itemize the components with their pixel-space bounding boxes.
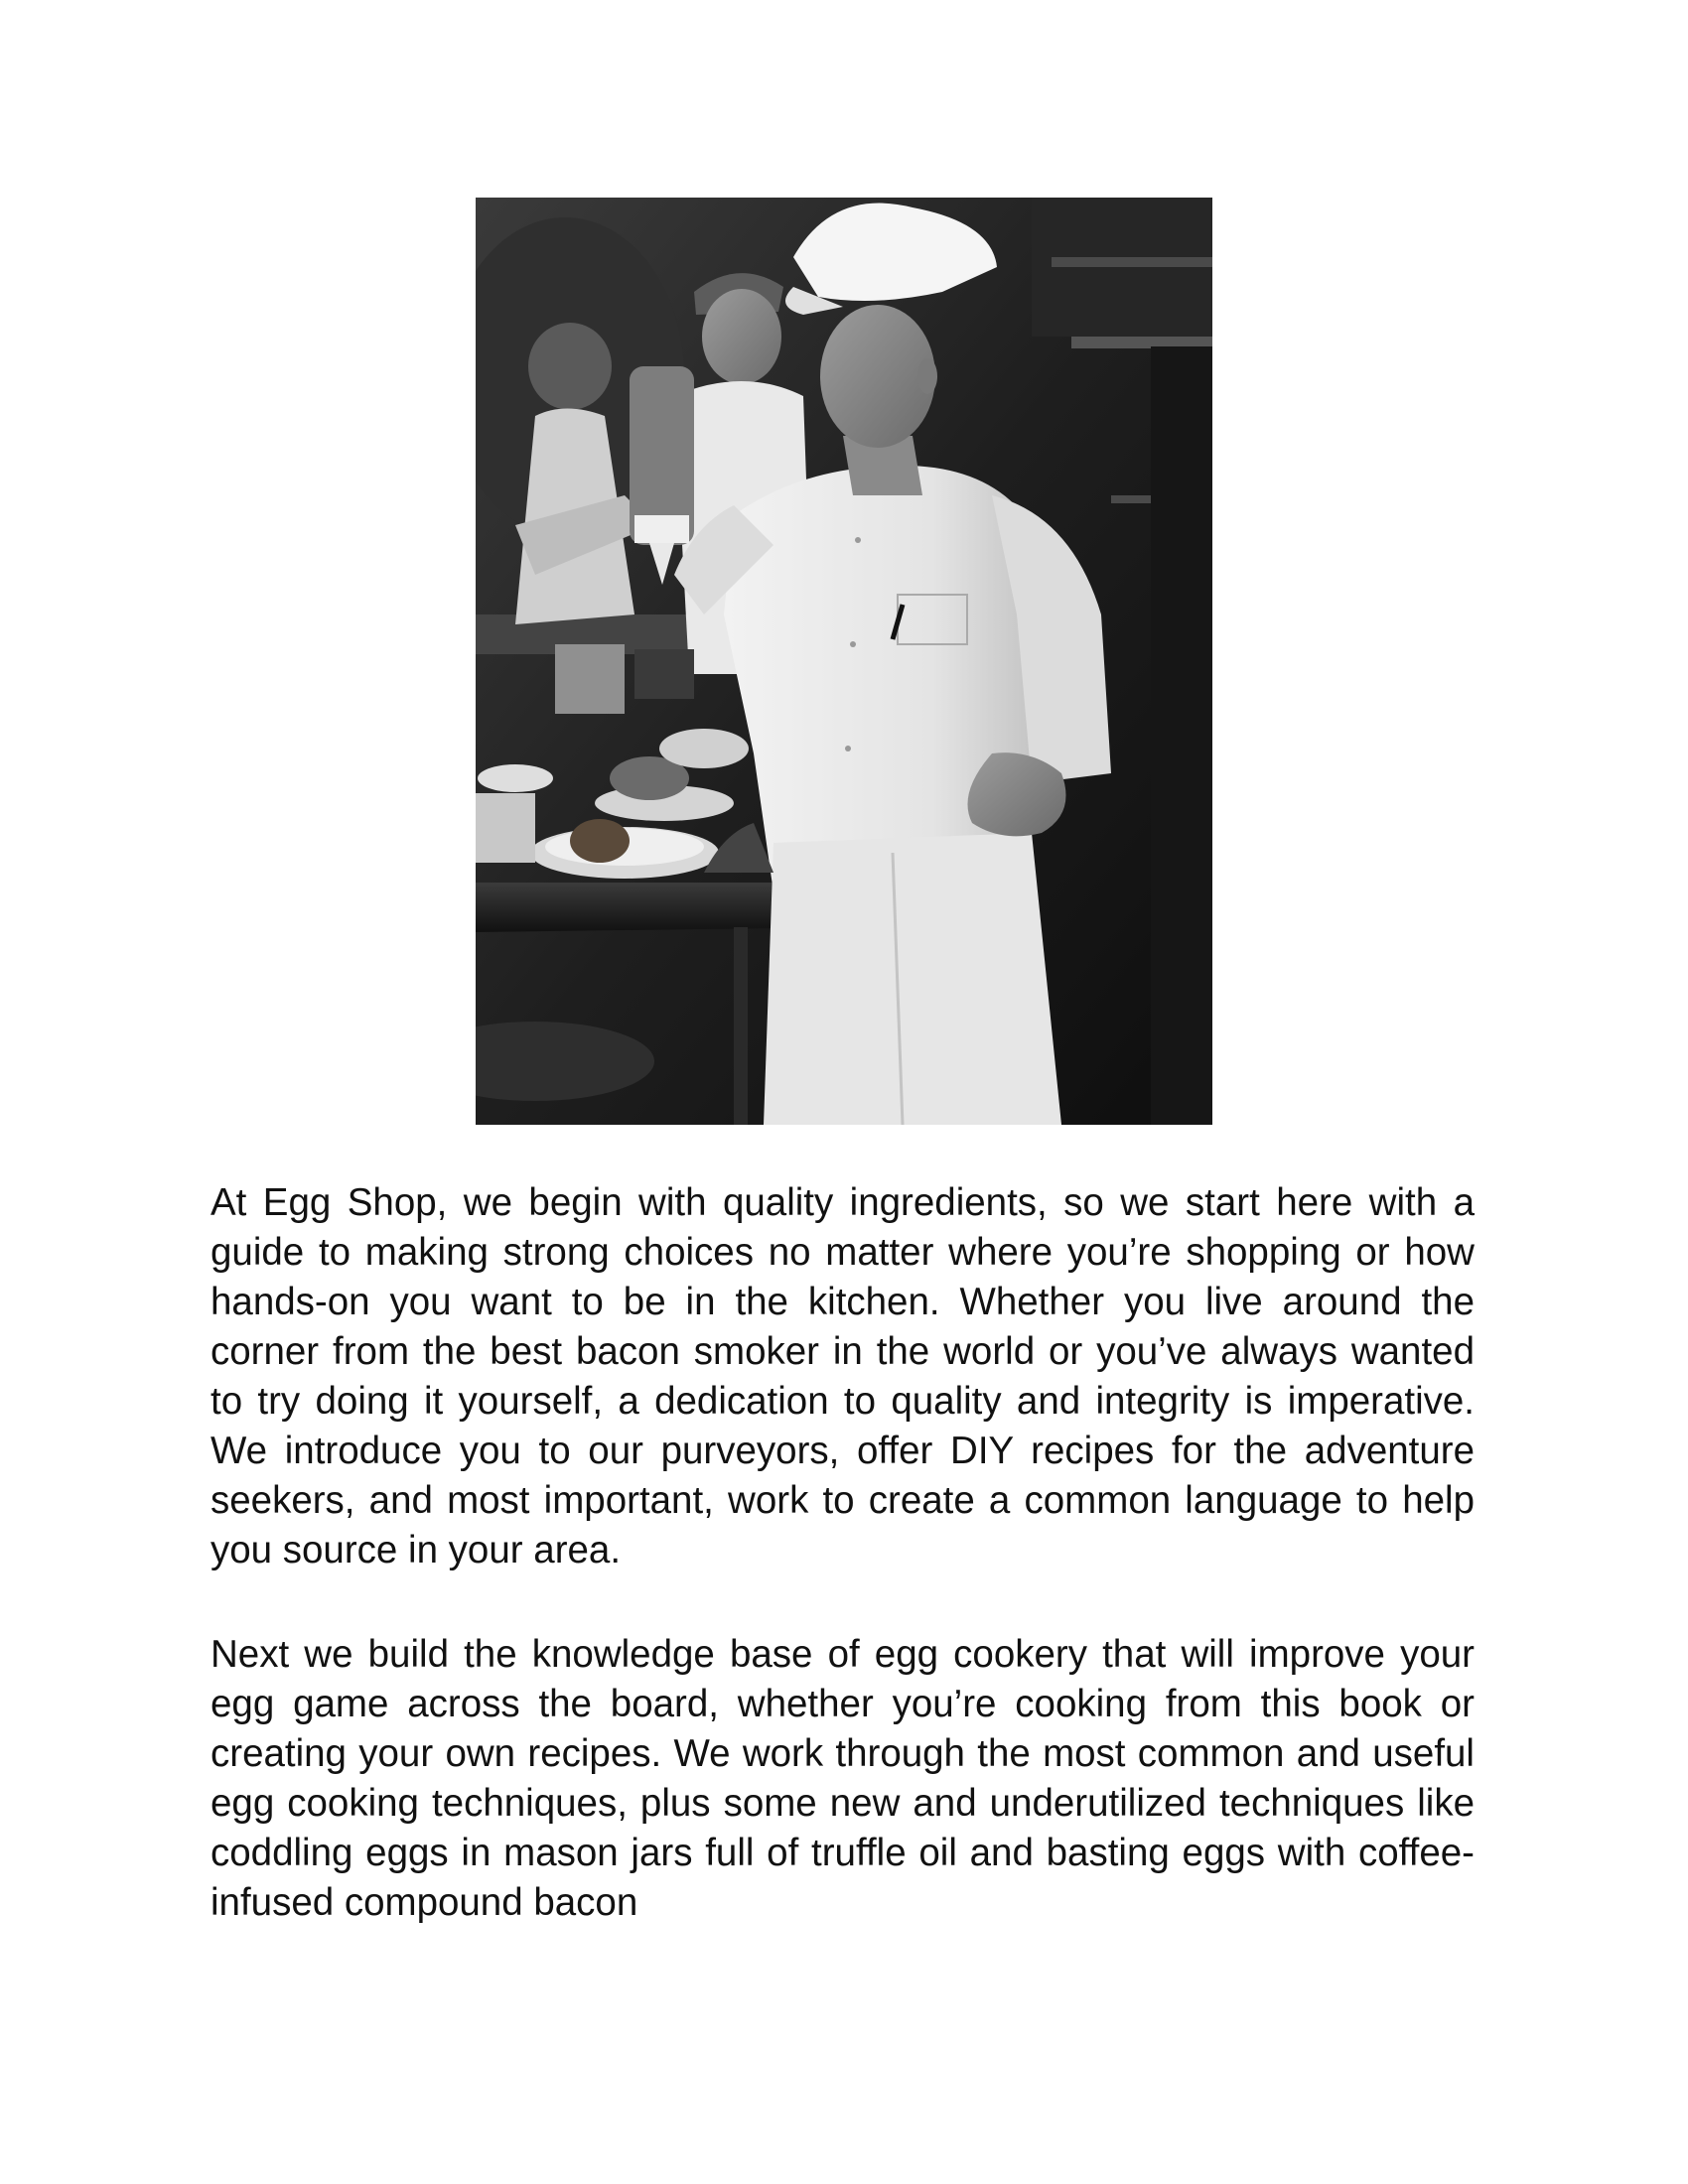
body-paragraph: Next we build the knowledge base of egg cookery that will improve your egg game across the board, whether you’re cooking from this book or creating your own recipes. We work through the most common and useful egg cooking techniques, plus some new and underutilized techniques like coddling eggs in mason jars full of truffle oil and basting eggs with coffee-infused compound bacon <box>211 1633 1475 1924</box>
kitchen-photo-illustration <box>476 198 1212 1125</box>
kitchen-photo <box>476 198 1212 1125</box>
body-paragraph: At Egg Shop, we begin with quality ingredients, so we start here with a guide to making strong choices no matter where you’re shopping or how hands-on you want to be in the kitchen. Whether you live around the corner from the best bacon smoker in the world or you’ve always wanted to try doing it yourself, a dedication to quality and integrity is imperative. We introduce you to our purveyors, offer DIY recipes for the adventure seekers, and most important, work to create a common language to help you source in your area. <box>211 1181 1475 1571</box>
